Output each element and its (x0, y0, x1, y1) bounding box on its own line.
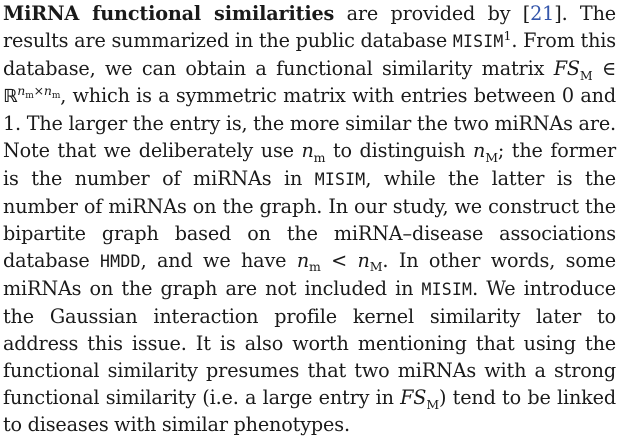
database-name-hmdd: HMDD (100, 251, 141, 271)
text-run: . The results are summarized in the public database (3, 2, 616, 53)
math-in: ∈ (592, 57, 617, 81)
text-run: , which is a symmetric matrix with entries between 0 and 1. The larger the entry is, the more similar the two miRNAs are. Note that we deliberately use (3, 84, 616, 163)
database-name-misim: MISIM (314, 169, 366, 189)
math-subscript: M (426, 396, 439, 412)
text-run: are provided by (334, 2, 523, 25)
math-real-set: ℝ (3, 86, 18, 108)
database-name-misim: MISIM (421, 279, 473, 299)
math-subscript: m (313, 149, 326, 165)
database-name-misim: MISIM (452, 32, 504, 52)
text-run: ; the former is the number of miRNAs in (3, 139, 616, 190)
citation-bracket-close: ] (554, 2, 562, 25)
text-run: . From this database, we can obtain a functional similarity matrix (3, 29, 616, 81)
citation-bracket-open: [ (522, 2, 531, 25)
math-less-than: < (320, 248, 358, 272)
math-n: n (357, 248, 370, 272)
text-run: to distinguish (325, 139, 473, 163)
text-run: , and we have (140, 248, 297, 272)
math-n: n (472, 139, 486, 163)
math-dimension: nm×nm (17, 83, 61, 101)
math-subscript: M (369, 259, 383, 275)
math-n: n (301, 139, 314, 163)
text-run: . In other words, some miRNAs on the graph are not included in (3, 248, 616, 300)
citation-link[interactable]: 21 (530, 2, 555, 25)
body-paragraph (3, 0, 616, 439)
math-fs: FS (553, 57, 580, 81)
math-n: n (296, 248, 310, 272)
footnote-marker[interactable]: 1 (503, 28, 512, 44)
math-fs: FS (400, 386, 427, 410)
math-subscript: M (485, 149, 498, 165)
text-run: , while the latter is the number of miRNAs on the graph. In our study, we construct the bipartite graph based on the miRNA–disease associations database (3, 166, 616, 272)
text-run: ) tend to be linked to diseases with similar phenotypes. (3, 386, 616, 437)
math-subscript: M (579, 67, 593, 83)
math-subscript: m (309, 259, 321, 275)
lead-term: MiRNA functional similarities (3, 2, 335, 25)
text-run: . We introduce the Gaussian interaction profile kernel similarity later to address this issue. It is also worth mentioning that using the functional similarity presumes that two miRNAs with a strong functional similarity (i.e. a large entry in (3, 276, 616, 410)
